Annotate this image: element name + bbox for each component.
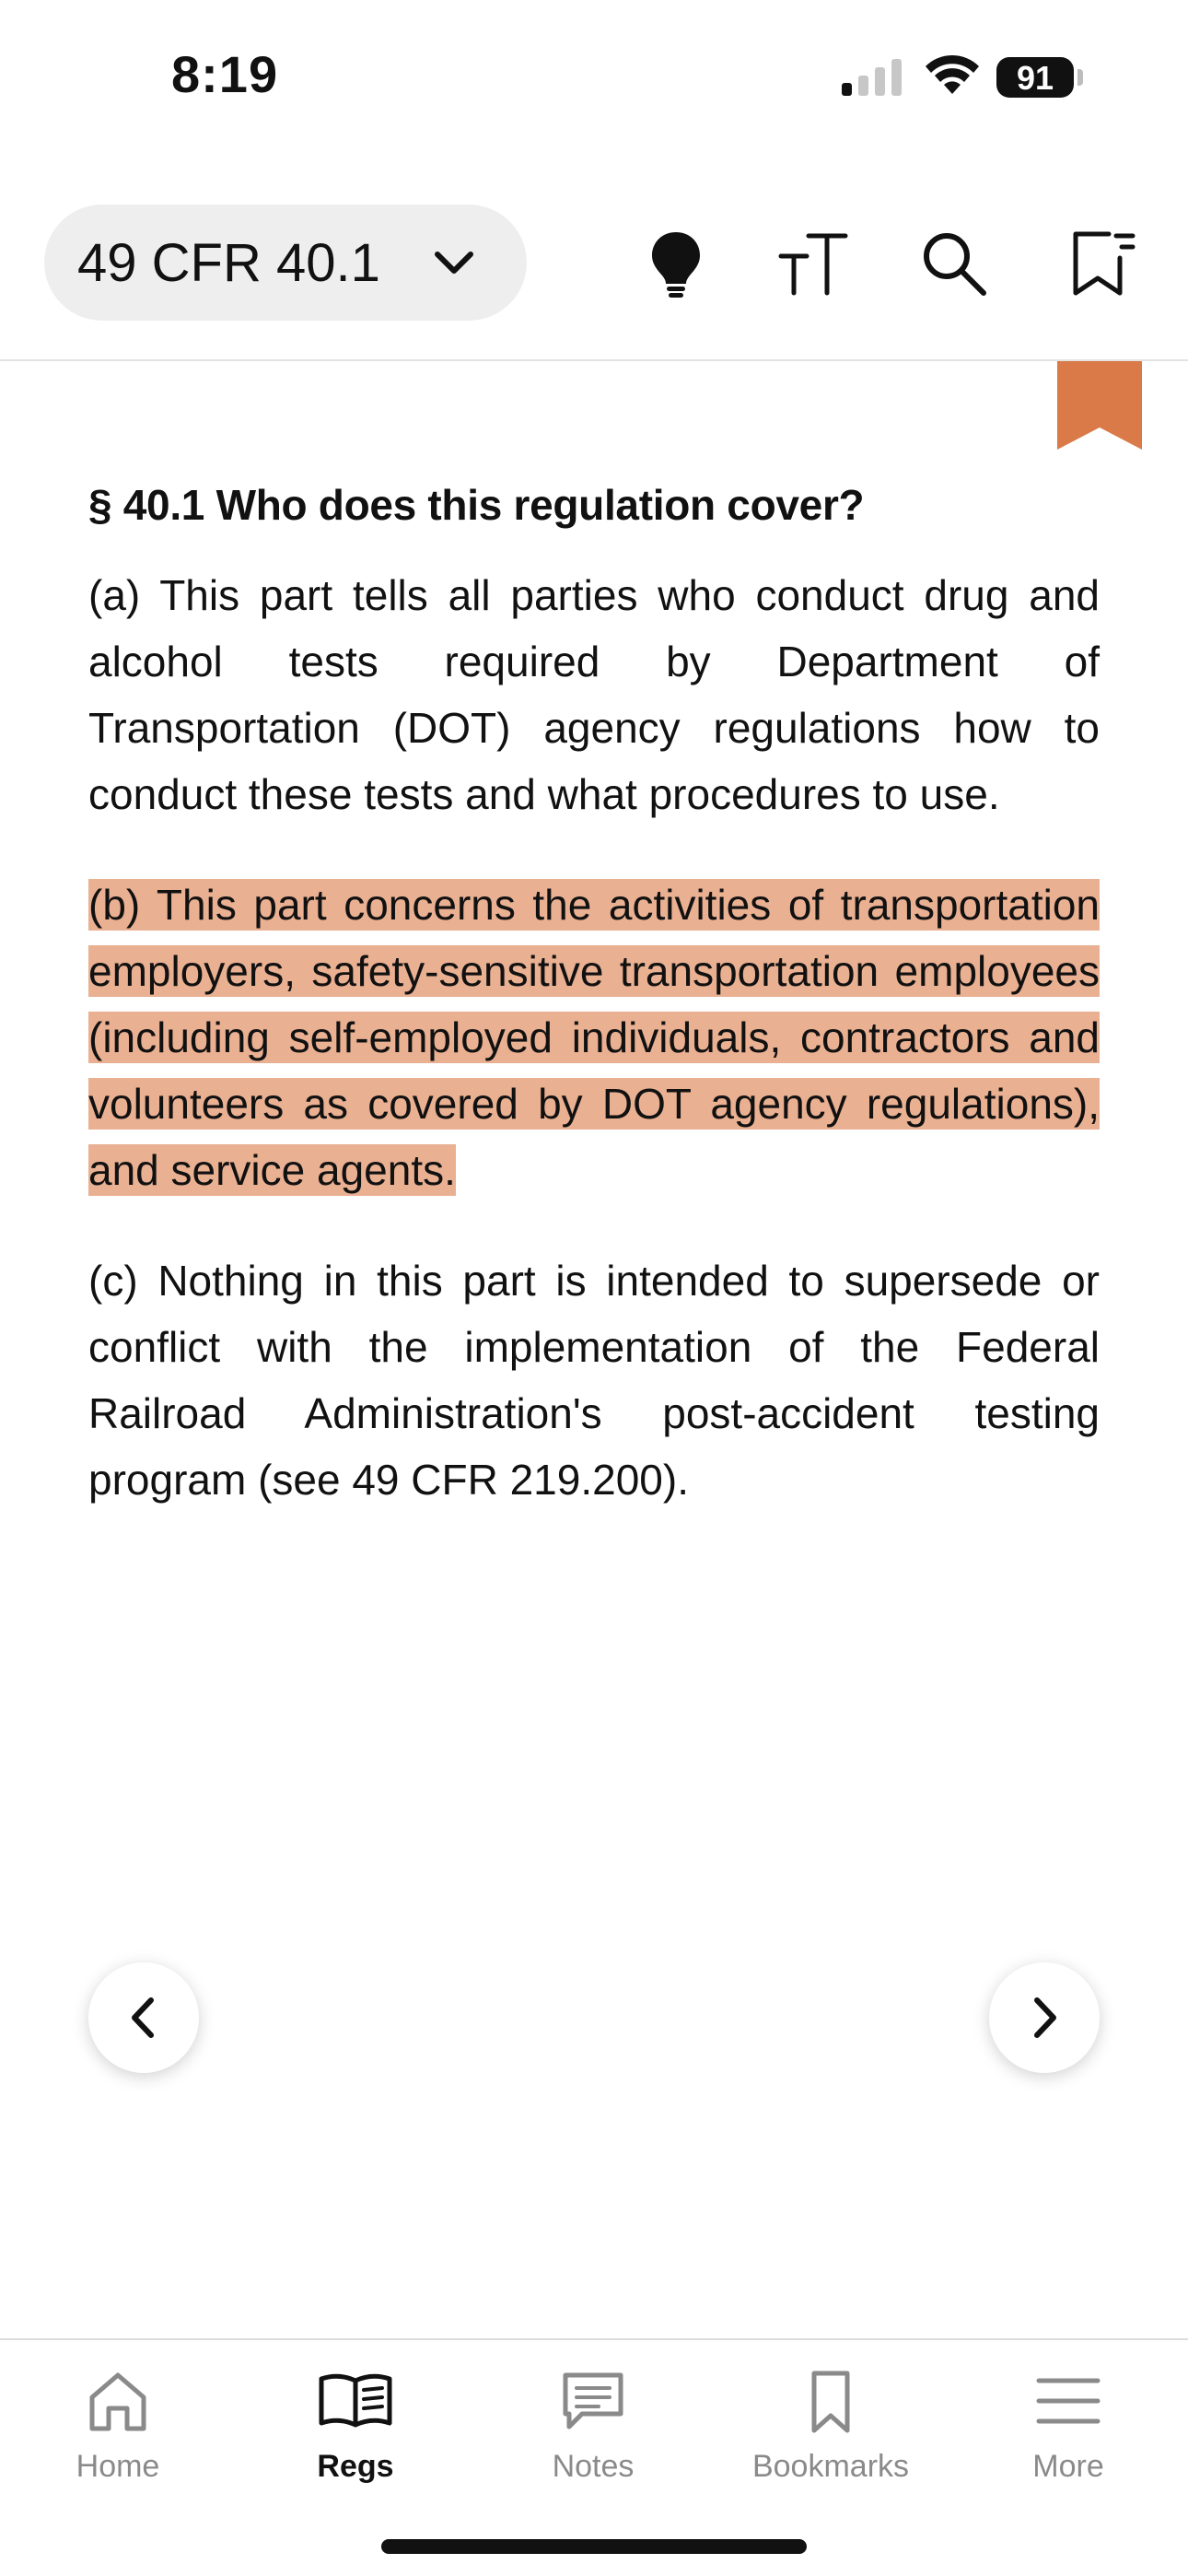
tab-home-label: Home [76, 2449, 160, 2484]
bookmark-ribbon-icon[interactable] [1057, 361, 1142, 450]
battery-level: 91 [1016, 59, 1054, 97]
lightbulb-icon[interactable] [639, 227, 713, 300]
toolbar-divider [0, 359, 1188, 361]
bookmark-icon [796, 2366, 866, 2436]
highlighted-text[interactable]: (b) This part concerns the activities of transportation employers, safety-sensitive transportation employees (including self-employed individuals, contractors and volunteers as covered by DOT agency regulations), and service agents. [88, 881, 1100, 1194]
chevron-right-icon [1026, 1995, 1063, 2041]
regulation-selector-label: 49 CFR 40.1 [77, 232, 380, 293]
tab-more[interactable] [976, 2366, 1160, 2504]
next-section-button[interactable] [989, 1962, 1100, 2073]
paragraph-b [88, 872, 1100, 1203]
top-toolbar [0, 193, 1188, 359]
tab-notes-label: Notes [552, 2449, 635, 2484]
book-icon [316, 2366, 395, 2436]
chevron-down-icon [433, 247, 475, 278]
status-time: 8:19 [171, 45, 279, 103]
search-icon[interactable] [917, 227, 991, 300]
home-icon [83, 2366, 153, 2436]
tab-regs[interactable] [263, 2366, 448, 2504]
tab-regs-label: Regs [317, 2449, 394, 2484]
chat-note-icon [558, 2366, 628, 2436]
tab-home[interactable] [26, 2366, 210, 2504]
tab-more-label: More [1032, 2449, 1104, 2484]
tab-bookmarks-label: Bookmarks [751, 2449, 910, 2484]
status-bar [0, 0, 1188, 157]
home-indicator[interactable] [381, 2539, 807, 2554]
tab-bookmarks[interactable] [739, 2366, 923, 2504]
chevron-left-icon [125, 1995, 162, 2041]
battery-icon [996, 57, 1083, 101]
tab-notes[interactable] [501, 2366, 685, 2504]
wifi-icon [924, 53, 981, 96]
cellular-signal-icon [840, 57, 904, 98]
menu-icon [1033, 2366, 1103, 2436]
regulation-selector[interactable] [44, 205, 527, 321]
bookmark-list-icon[interactable] [1065, 227, 1138, 300]
paragraph-c: (c) Nothing in this part is intended to supersede or conflict with the implementation of the Federal Railroad Administration's post-accident testing program (see 49 CFR 219.200). [88, 1257, 1100, 1504]
paragraph-a: (a) This part tells all parties who conduct drug and alcohol tests required by Department of Transportation (DOT) agency regulations how to conduct these tests and what procedures to use. [88, 571, 1100, 818]
regulation-content [88, 461, 1100, 1557]
text-size-icon[interactable] [775, 227, 849, 300]
section-title: § 40.1 Who does this regulation cover? [88, 481, 865, 529]
previous-section-button[interactable] [88, 1962, 199, 2073]
